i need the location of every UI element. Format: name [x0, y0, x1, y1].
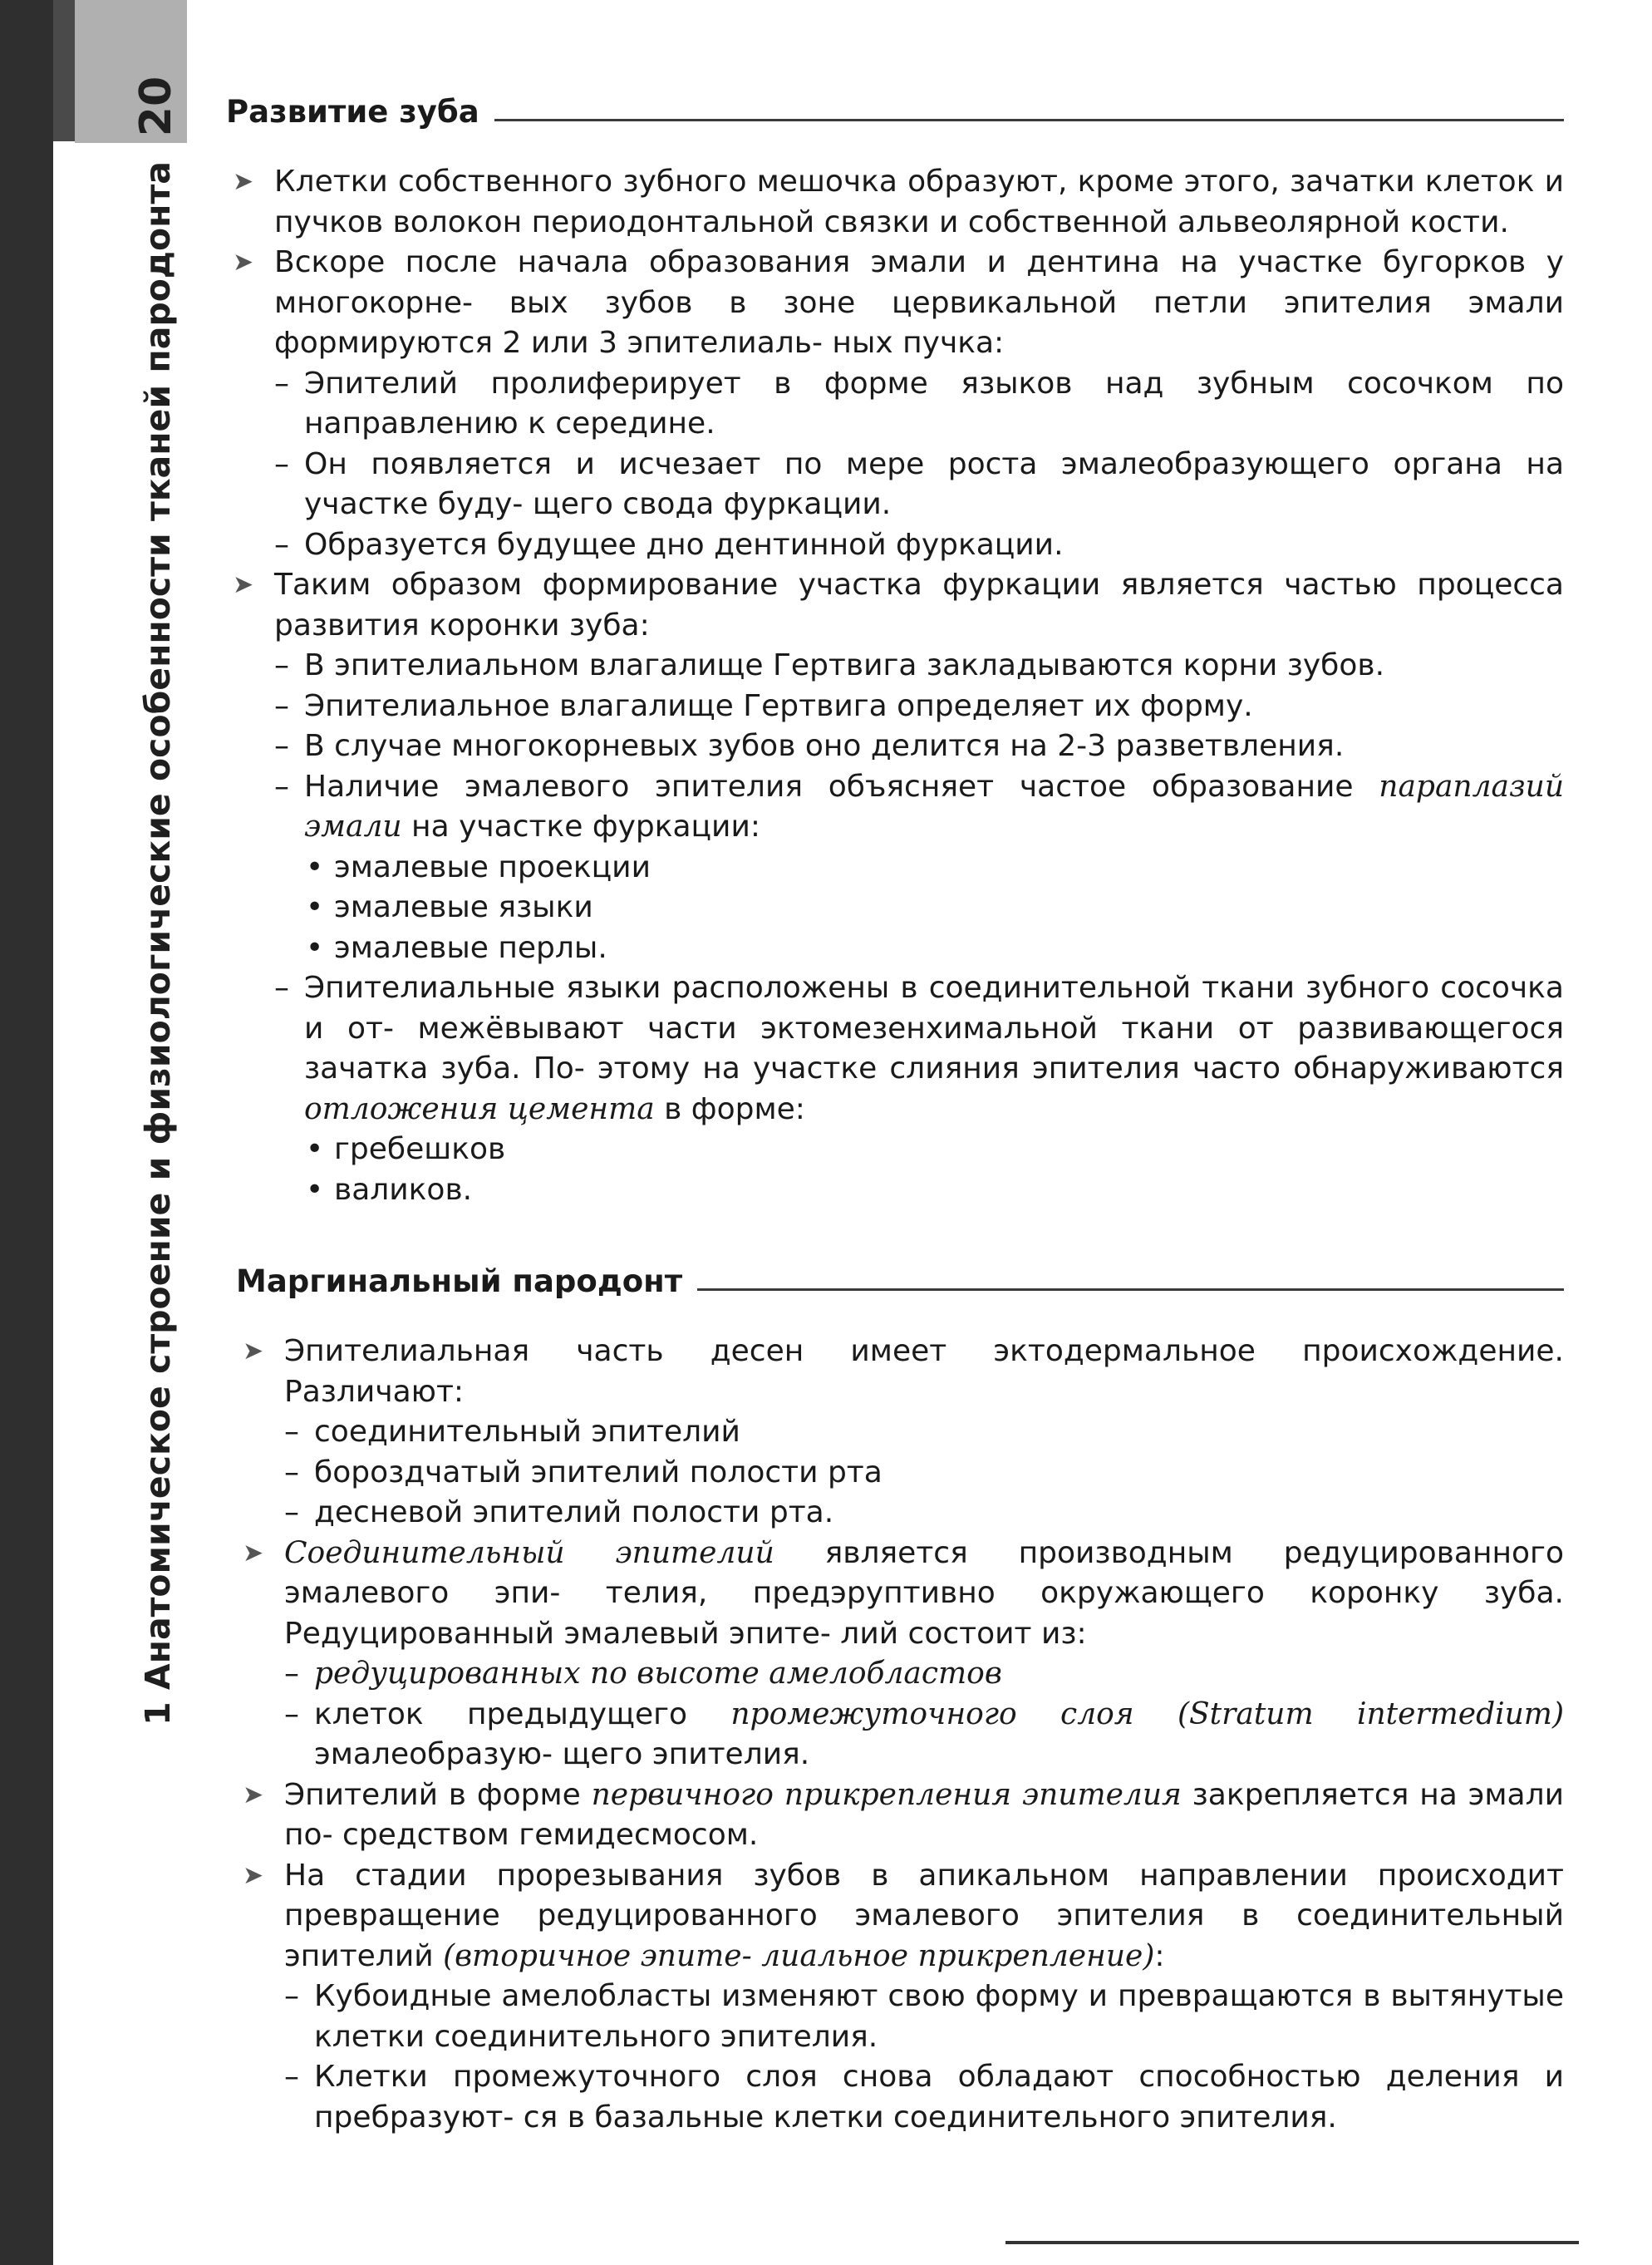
arrow-bullet-icon: ➤: [243, 1337, 264, 1366]
chapter-title: 1 Анатомическое строение и физиологические особенности тканей пародонта: [138, 161, 178, 1726]
arrow-bullet-icon: ➤: [233, 570, 254, 599]
dot-bullet-icon: •: [306, 930, 324, 965]
list-item: – бороздчатый эпителий полости рта: [236, 1453, 1564, 1494]
heading-rule: [697, 1288, 1564, 1291]
dash-bullet-icon: –: [284, 1696, 299, 1731]
list-item: – Эпителиальное влагалище Гертвига определяет их форму.: [226, 687, 1564, 727]
dot-bullet-icon: •: [306, 890, 324, 924]
page-number: 20: [131, 76, 181, 137]
list-item: ➤ Эпителий в форме первичного прикрепления эпителия закрепляется на эмали по- средством гемидесмосом.: [236, 1775, 1564, 1856]
dash-bullet-icon: –: [274, 971, 289, 1005]
arrow-bullet-icon: ➤: [233, 167, 254, 196]
list-item: ➤ На стадии прорезывания зубов в апикальном направлении происходит превращение редуцированного эмалевого эпителия в соединительный эпителий (вторичное эпите- лиальное прикрепление):: [236, 1856, 1564, 1977]
list-item: • эмалевые перлы.: [226, 928, 1564, 969]
dash-bullet-icon: –: [274, 648, 289, 682]
list-item: – В эпителиальном влагалище Гертвига закладываются корни зубов.: [226, 646, 1564, 687]
section-title: Маргинальный пародонт: [236, 1263, 683, 1299]
list-item: ➤ Вскоре после начала образования эмали и дентина на участке бугорков у многокорне- вых зубов в зоне цервикальной петли эпителия эмали формируются 2 или 3 эпителиаль- ных пучка:: [226, 243, 1564, 364]
dash-bullet-icon: –: [284, 1455, 299, 1489]
list-item: • эмалевые языки: [226, 888, 1564, 928]
heading-rule: [494, 119, 1564, 121]
dash-bullet-icon: –: [274, 366, 289, 401]
list-item: – Наличие эмалевого эпителия объясняет частое образование параплазий эмали на участке фуркации:: [226, 767, 1564, 848]
dash-bullet-icon: –: [284, 1657, 299, 1691]
list-item: – десневой эпителий полости рта.: [236, 1493, 1564, 1534]
list-item: – соединительный эпителий: [236, 1412, 1564, 1453]
dash-bullet-icon: –: [274, 729, 289, 763]
list-item: – Клетки промежуточного слоя снова обладают способностью деления и пребразуют- ся в базальные клетки соединительного эпителия.: [236, 2057, 1564, 2138]
dash-bullet-icon: –: [274, 688, 289, 723]
arrow-bullet-icon: ➤: [233, 248, 254, 277]
page-edge-highlight: [53, 0, 75, 141]
list-item: – Эпителий пролиферирует в форме языков над зубным сосочком по направлению к середине.: [226, 364, 1564, 445]
list-item: ➤ Соединительный эпителий является производным редуцированного эмалевого эпи- телия, предэруптивно окружающего коронку зуба. Редуцированный эмалевый эпите- лий состоит из:: [236, 1534, 1564, 1655]
section-title: Развитие зуба: [226, 93, 479, 130]
list-item: ➤ Клетки собственного зубного мешочка образуют, кроме этого, зачатки клеток и пучков волокон периодонтальной связки и собственной альвеолярной кости.: [226, 162, 1564, 243]
list-item: – Он появляется и исчезает по мере роста эмалеобразующего органа на участке буду- щего свода фуркации.: [226, 445, 1564, 525]
dash-bullet-icon: –: [284, 1415, 299, 1449]
dash-bullet-icon: –: [274, 446, 289, 481]
dash-bullet-icon: –: [274, 769, 289, 804]
list-item: ➤ Эпителиальная часть десен имеет эктодермальное происхождение. Различают:: [236, 1332, 1564, 1412]
list-item: ➤ Таким образом формирование участка фуркации является частью процесса развития коронки зуба:: [226, 565, 1564, 646]
page-edge-shadow: [0, 0, 53, 2265]
section-heading-marginal-periodontium: [236, 1248, 1564, 1315]
list-item: • валиков.: [226, 1170, 1564, 1211]
dot-bullet-icon: •: [306, 1132, 324, 1166]
list-item: – Кубоидные амелобласты изменяют свою форму и превращаются в вытянутые клетки соединительного эпителия.: [236, 1977, 1564, 2057]
dot-bullet-icon: •: [306, 1172, 324, 1207]
section-heading-tooth-development: [226, 79, 1564, 145]
page-content: [226, 79, 1564, 2138]
arrow-bullet-icon: ➤: [243, 1860, 264, 1890]
dash-bullet-icon: –: [284, 1979, 299, 2013]
dash-bullet-icon: –: [284, 1495, 299, 1529]
arrow-bullet-icon: ➤: [243, 1538, 264, 1568]
arrow-bullet-icon: ➤: [243, 1780, 264, 1810]
footer-rule: [1005, 2241, 1579, 2244]
list-item: – редуцированных по высоте амелобластов: [236, 1654, 1564, 1695]
list-item: – клеток предыдущего промежуточного слоя (Stratum intermedium) эмалеобразую- щего эпителия.: [236, 1695, 1564, 1775]
dash-bullet-icon: –: [284, 2060, 299, 2094]
list-item: • гребешков: [226, 1130, 1564, 1170]
list-item: – Образуется будущее дно дентинной фуркации.: [226, 525, 1564, 566]
dot-bullet-icon: •: [306, 849, 324, 884]
list-item: – Эпителиальные языки расположены в соединительной ткани зубного сосочка и от- межёвывают части эктомезенхимальной ткани от развивающегося зачатка зуба. По- этому на участке слияния эпителия часто обнаруживаются отложения цемента в форме:: [226, 968, 1564, 1130]
list-item: – В случае многокорневых зубов оно делится на 2-3 разветвления.: [226, 726, 1564, 767]
dash-bullet-icon: –: [274, 527, 289, 562]
list-item: • эмалевые проекции: [226, 848, 1564, 889]
